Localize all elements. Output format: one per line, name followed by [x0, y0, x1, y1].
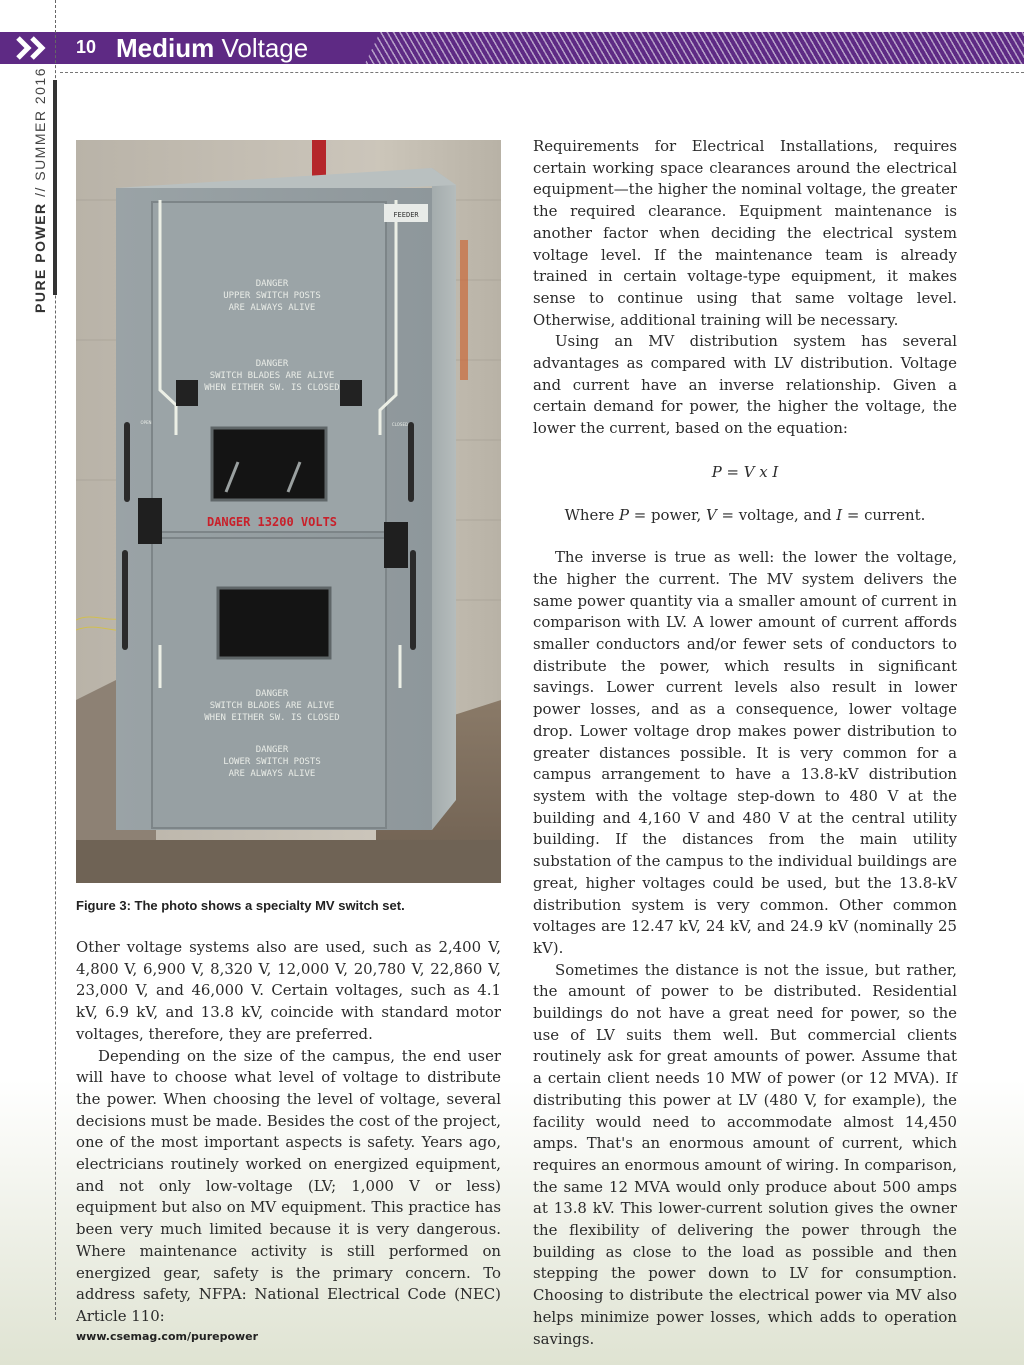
header-divider — [60, 72, 1024, 73]
photo-lock-right — [384, 522, 408, 568]
photo-sign-lower-blades-2: SWITCH BLADES ARE ALIVE — [209, 701, 335, 711]
photo-upper-window — [212, 428, 326, 500]
legend-var-p: P — [619, 505, 630, 524]
photo-sign-lower-blades-3: WHEN EITHER SW. IS CLOSED — [204, 713, 340, 723]
photo-handle-left — [124, 422, 130, 502]
photo-sign-blades-2: SWITCH BLADES ARE ALIVE — [209, 371, 335, 381]
right-text-column — [533, 136, 957, 1350]
equation-legend — [533, 505, 957, 527]
photo-floor — [76, 840, 501, 883]
figure-caption: Figure 3: The photo shows a specialty MV switch set. — [76, 898, 405, 913]
photo-sign-blades-1: DANGER — [255, 359, 289, 369]
paragraph: Using an MV distribution system has several advantages as compared with LV distribution. Voltage and current have an inverse relationship. Given a certain demand for power, the higher the voltage, the lower the current, based on the equation: — [533, 332, 957, 438]
paragraph: Other voltage systems also are used, such as 2,400 V, 4,800 V, 6,900 V, 8,320 V, 12,000 V, 20,780 V, 22,860 V, 23,000 V, and 46,000 V. Certain voltages, such as 4.1 kV, 6.9 kV, and 13.8 kV, coincide with standard motor voltages, therefore, they are preferred. — [76, 938, 501, 1043]
figure-photo-mv-switch-set — [76, 140, 501, 883]
photo-lower-handle-left — [122, 550, 128, 650]
power-equation: P = V x I — [711, 462, 779, 481]
photo-closed-label: CLOSED — [391, 422, 409, 427]
photo-sign-upper-1: DANGER — [255, 279, 289, 289]
photo-danger-volts-sign: DANGER 13200 VOLTS — [206, 515, 338, 529]
photo-label-plate-left — [176, 380, 198, 406]
photo-sign-lower-3: ARE ALWAYS ALIVE — [228, 769, 316, 779]
photo-label-plate-right — [340, 380, 362, 406]
photo-lock-left — [138, 498, 162, 544]
left-text-column — [76, 937, 501, 1328]
photo-lower-window — [218, 588, 330, 658]
photo-feeder-label: FEEDER — [393, 211, 419, 219]
photo-sign-lower-2: LOWER SWITCH POSTS — [223, 757, 321, 767]
photo-handle-right — [408, 422, 414, 502]
page-number: 10 — [76, 37, 97, 57]
photo-sign-upper-3: ARE ALWAYS ALIVE — [228, 303, 316, 313]
paragraph: Depending on the size of the campus, the end user will have to choose what level of voltage to distribute the power. When choosing the level of voltage, several decisions must be made. Besides the cost of the project, one of the most important aspects is safety. Years ago, electricians routinely worked on energized equipment, and not only low-voltage (LV; 1,000 V or less) equipment but also on MV equipment. This practice has been very much limited because it is very dangerous. Where maintenance activity is still performed on energized gear, safety is the primary concern. To address safety, NFPA: National Electrical Code (NEC) Article 110: — [76, 1046, 501, 1325]
section-title-rest: Voltage — [221, 33, 309, 63]
paragraph: Requirements for Electrical Installations, requires certain working space clearances around the electrical equipment—the higher the nominal voltage, the greater the required clearance. Equipment maintenance is another factor when deciding the electrical system voltage level. If the maintenance team is already trained in certain voltage-type equipment, it makes sense to continue using that same voltage level. Otherwise, additional training will be necessary. — [533, 137, 957, 329]
section-title — [116, 33, 308, 64]
double-chevron-icon — [14, 32, 54, 64]
footer-url[interactable]: www.csemag.com/purepower — [76, 1330, 259, 1343]
photo-lower-door — [152, 538, 386, 828]
publication-brand: PURE POWER — [32, 202, 49, 314]
photo-sign-upper-2: UPPER SWITCH POSTS — [223, 291, 321, 301]
legend-text: = current. — [842, 505, 926, 524]
legend-text: = voltage, and — [716, 505, 837, 524]
publication-label — [20, 66, 60, 314]
legend-var-i: I — [836, 505, 843, 524]
photo-open-label: OPEN — [140, 420, 152, 425]
paragraph: Sometimes the distance is not the issue, but rather, the amount of power to be distributed. Residential buildings do not have a great need for power, so the use of LV suits them well. But commercial clients routinely ask for great amounts of power. Assume that a certain client needs 10 MW of power (or 12 MVA). If distributing this power at LV (480 V, for example), the facility would need to accommodate almost 14,450 amps. That's an enormous amount of current, which requires an enormous amount of wiring. In comparison, the same 12 MVA would only produce about 500 amps at 13.8 kV. This lower-current solution gives the owner the flexibility of delivering the power through the building as close to the load as possible and then stepping the power down to LV for consumption. Choosing to distribute the electrical power via MV also helps minimize power losses, which adds to operation savings. — [533, 960, 957, 1348]
photo-red-pipe — [312, 140, 326, 180]
legend-text: Where — [564, 505, 619, 524]
section-title-strong: Medium — [116, 33, 215, 63]
publication-issue: // SUMMER 2016 — [32, 66, 49, 203]
paragraph: The inverse is true as well: the lower the voltage, the higher the current. The MV system delivers the same power quantity via a smaller amount of current in comparison with LV. A lower amount of current affords smaller conductors and/or fewer sets of conductors to distribute the power, which results in significant savings. Lower current levels also result in lower power losses, and as a consequence, lower voltage drop. Lower voltage drop makes power distribution to greater distances possible. It is very common for a campus arrangement to have a 13.8-kV distribution system with the voltage step-down to 480 V at the building and 4,160 V and 480 V at the central utility building. If the distances from the main utility substation of the campus to the individual buildings are great, higher voltages could be used, but the 13.8-kV distribution system is very common. Other common voltages are 12.47 kV, 24 kV, and 24.9 kV (nominally 25 kV). — [533, 548, 957, 957]
photo-wall-sign — [460, 240, 468, 380]
legend-var-v: V — [705, 505, 717, 524]
photo-cabinet-side — [432, 168, 456, 830]
photo-sign-lower-blades-1: DANGER — [255, 689, 289, 699]
photo-sign-blades-3: WHEN EITHER SW. IS CLOSED — [204, 383, 340, 393]
photo-lower-handle-right — [410, 550, 416, 650]
photo-sign-lower-1: DANGER — [255, 745, 289, 755]
legend-text: = power, — [629, 505, 706, 524]
